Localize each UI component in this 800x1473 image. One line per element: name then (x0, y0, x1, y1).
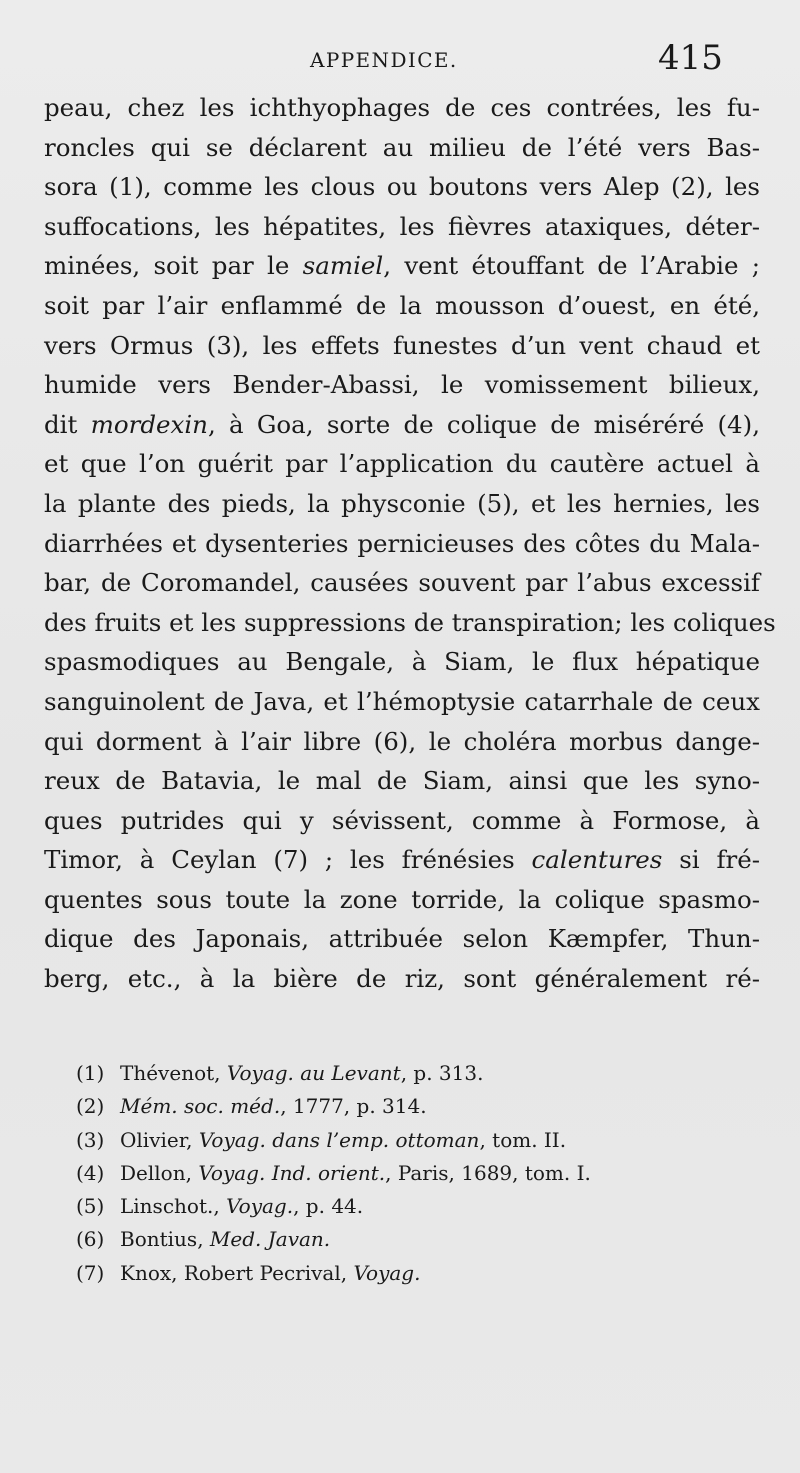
footnote-text: Linschot., (120, 1194, 227, 1219)
footnote (76, 1223, 716, 1256)
text-line (44, 840, 760, 880)
footnote-text: Thévenot, (120, 1061, 227, 1085)
footnotes (76, 1057, 716, 1290)
text-segment: berg, etc., à la bière de riz, sont généralement ré- (44, 964, 760, 994)
text-segment: vers Ormus (3), les effets funestes d’un vent chaud et (44, 330, 760, 360)
main-text (44, 88, 776, 999)
text-segment: la plante des pieds, la physconie (5), et les hernies, les (44, 488, 760, 518)
text-segment: bar, de Coromandel, causées souvent par l’abus excessif (44, 568, 760, 598)
footnote-italic-text: Voyag. dans l’emp. ottoman (198, 1127, 480, 1152)
text-line (44, 642, 760, 682)
text-segment: humide vers Bender-Abassi, le vomissement bilieux, (44, 370, 760, 400)
footnote (76, 1257, 716, 1290)
text-line (44, 207, 760, 247)
page-header (0, 38, 800, 88)
text-line (44, 365, 760, 405)
text-segment: dit (44, 409, 91, 439)
text-segment: roncles qui se déclarent au milieu de l’été vers Bas- (44, 132, 760, 162)
italic-text: samiel (302, 251, 384, 281)
text-line (44, 88, 760, 128)
text-line (44, 326, 760, 366)
footnote-text: , p. 313. (400, 1061, 484, 1085)
footnote-number: (3) (76, 1127, 105, 1152)
text-segment: , vent étouffant de l’Arabie ; (383, 251, 760, 281)
text-segment: si fré- (662, 845, 760, 875)
text-segment: suffocations, les hépatites, les fièvres ataxiques, déter- (44, 211, 760, 241)
text-segment: et que l’on guérit par l’application du cautère actuel à (44, 449, 760, 479)
text-segment: minées, soit par le (44, 251, 303, 281)
text-line (44, 524, 760, 564)
footnote-italic-text: Voyag. (226, 1194, 294, 1219)
footnote-text: , p. 44. (293, 1194, 364, 1219)
text-segment: sora (1), comme les clous ou boutons vers Alep (2), les (44, 172, 760, 202)
footnote-number: (1) (76, 1061, 105, 1085)
text-line (44, 682, 760, 722)
text-line (44, 405, 760, 445)
footnote-text: Dellon, (120, 1160, 199, 1185)
text-line (44, 919, 760, 959)
footnote-italic-text: Mém. soc. méd. (120, 1094, 281, 1119)
text-line (44, 801, 760, 841)
text-segment: , à Goa, sorte de colique de miséréré (4), (207, 409, 760, 439)
footnote-number: (4) (76, 1160, 105, 1185)
footnote-text: , Paris, 1689, tom. I. (385, 1160, 591, 1185)
footnote-number: (2) (76, 1094, 105, 1119)
text-line (44, 563, 760, 603)
text-line (44, 603, 776, 643)
text-line (44, 246, 760, 286)
footnote-italic-text: Med. Javan. (209, 1227, 331, 1252)
footnote-italic-text: Voyag. Ind. orient. (198, 1160, 386, 1185)
text-line (44, 444, 760, 484)
footnote-text: Bontius, (120, 1227, 210, 1252)
text-line (44, 286, 760, 326)
italic-text: mordexin (90, 409, 208, 439)
text-line (44, 761, 760, 801)
footnote-text: , 1777, p. 314. (280, 1094, 427, 1119)
footnote-italic-text: Voyag. (353, 1260, 421, 1285)
text-line (44, 959, 760, 999)
footnote (76, 1090, 716, 1123)
text-segment: quentes sous toute la zone torride, la colique spasmo- (44, 884, 760, 914)
page-number: 415 (658, 38, 723, 78)
footnote-italic-text: Voyag. au Levant (226, 1061, 401, 1085)
text-segment: des fruits et les suppressions de transpiration; les coliques (44, 607, 776, 637)
footnote-number: (6) (76, 1227, 105, 1252)
text-segment: dique des Japonais, attribuée selon Kæmpfer, Thun- (44, 924, 760, 954)
text-line (44, 484, 760, 524)
text-segment: spasmodiques au Bengale, à Siam, le flux hépatique (44, 647, 760, 677)
running-title: APPENDICE. (310, 48, 458, 72)
text-segment: qui dorment à l’air libre (6), le choléra morbus dange- (44, 726, 760, 756)
text-line (44, 167, 760, 207)
text-segment: sanguinolent de Java, et l’hémoptysie catarrhale de ceux (44, 686, 760, 716)
footnote (76, 1057, 716, 1090)
text-segment: peau, chez les ichthyophages de ces contrées, les fu- (44, 93, 760, 122)
footnote (76, 1157, 716, 1190)
footnote-text: Olivier, (120, 1127, 199, 1152)
text-segment: reux de Batavia, le mal de Siam, ainsi que les syno- (44, 766, 760, 796)
text-line (44, 128, 760, 168)
footnote-text: Knox, Robert Pecrival, (120, 1260, 354, 1285)
text-segment: soit par l’air enflammé de la mousson d’ouest, en été, (44, 290, 760, 320)
footnote-text: , tom. II. (479, 1127, 567, 1152)
footnote-number: (7) (76, 1260, 105, 1285)
text-line (44, 722, 760, 762)
text-segment: ques putrides qui y sévissent, comme à Formose, à (44, 805, 760, 835)
text-segment: Timor, à Ceylan (7) ; les frénésies (44, 845, 532, 875)
text-line (44, 880, 760, 920)
footnote-number: (5) (76, 1194, 105, 1219)
text-segment: diarrhées et dysenteries pernicieuses des côtes du Mala- (44, 528, 760, 558)
italic-text: calentures (531, 845, 663, 875)
footnote (76, 1190, 716, 1223)
footnote (76, 1124, 716, 1157)
